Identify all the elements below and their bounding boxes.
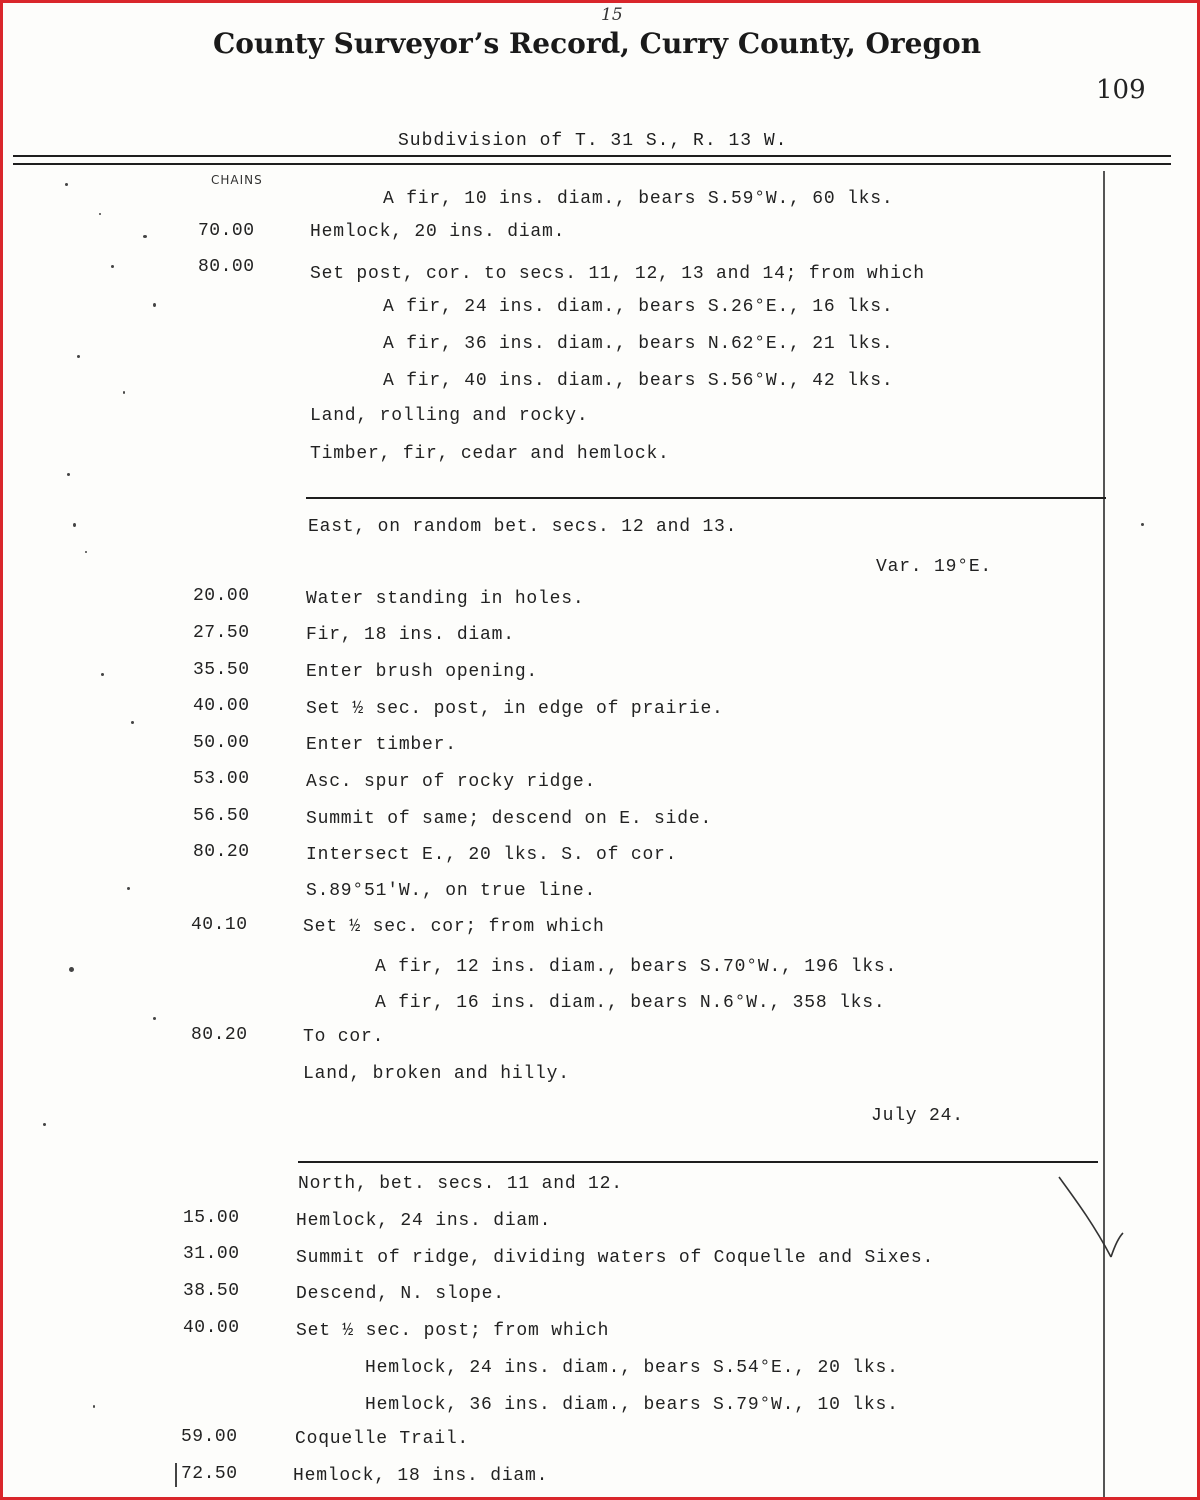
subdivision-heading: Subdivision of T. 31 S., R. 13 W. [398, 131, 788, 151]
variation-note: Var. 19°E. [876, 557, 993, 577]
page-top-mark: 15 [601, 5, 623, 25]
entry-text: Hemlock, 36 ins. diam., bears S.79°W., 10 lks. [365, 1395, 899, 1415]
scan-speck [153, 303, 156, 307]
entry-distance: 38.50 [183, 1281, 240, 1301]
scan-speck [85, 551, 87, 553]
entry-distance: 80.20 [191, 1025, 248, 1045]
entry-text: Hemlock, 24 ins. diam., bears S.54°E., 20 lks. [365, 1358, 899, 1378]
entry-text: Fir, 18 ins. diam. [306, 625, 515, 645]
entry-text: A fir, 24 ins. diam., bears S.26°E., 16 lks. [383, 297, 894, 317]
entry-text: Water standing in holes. [306, 589, 585, 609]
scan-speck [1141, 523, 1144, 526]
entry-text: Hemlock, 18 ins. diam. [293, 1466, 549, 1486]
scan-speck [93, 1405, 95, 1408]
entry-text: Land, rolling and rocky. [310, 406, 589, 426]
entry-text: Set ½ sec. post; from which [296, 1321, 610, 1341]
entry-distance: 20.00 [193, 586, 250, 606]
entry-text: Timber, fir, cedar and hemlock. [310, 444, 670, 464]
section-divider [306, 497, 1106, 499]
entry-distance: 15.00 [183, 1208, 240, 1228]
entry-text: Set ½ sec. post, in edge of prairie. [306, 699, 724, 719]
right-margin-rule [1103, 171, 1105, 1500]
entry-distance: 53.00 [193, 769, 250, 789]
left-bracket-mark [175, 1463, 177, 1487]
entry-distance: 31.00 [183, 1244, 240, 1264]
entry-text: East, on random bet. secs. 12 and 13. [308, 517, 738, 537]
header-rule-top [13, 155, 1171, 157]
entry-text: Set ½ sec. cor; from which [303, 917, 605, 937]
entry-text: Enter timber. [306, 735, 457, 755]
scan-speck [101, 673, 104, 676]
scan-speck [67, 473, 70, 476]
section-divider [298, 1161, 1098, 1163]
entry-distance: 40.00 [193, 696, 250, 716]
scan-speck [123, 391, 125, 394]
entry-distance: 70.00 [198, 221, 255, 241]
entry-text: North, bet. secs. 11 and 12. [298, 1174, 623, 1194]
entry-distance: 27.50 [193, 623, 250, 643]
scan-speck [99, 213, 101, 215]
page-number: 109 [1096, 75, 1146, 105]
entry-distance: 80.20 [193, 842, 250, 862]
scan-speck [77, 355, 80, 358]
entry-distance: 59.00 [181, 1427, 238, 1447]
entry-text: Summit of ridge, dividing waters of Coquelle and Sixes. [296, 1248, 935, 1268]
entry-text: A fir, 36 ins. diam., bears N.62°E., 21 lks. [383, 334, 894, 354]
entry-text: A fir, 12 ins. diam., bears S.70°W., 196 lks. [375, 957, 898, 977]
header-rule-bottom [13, 163, 1171, 165]
scan-speck [73, 523, 76, 527]
entry-text: Enter brush opening. [306, 662, 539, 682]
entry-text: Asc. spur of rocky ridge. [306, 772, 597, 792]
entry-distance: 35.50 [193, 660, 250, 680]
document-title: County Surveyor’s Record, Curry County, Oregon [213, 27, 982, 60]
entry-text: Coquelle Trail. [295, 1429, 470, 1449]
entry-distance: 80.00 [198, 257, 255, 277]
scan-speck [111, 265, 114, 268]
scan-speck [43, 1123, 46, 1126]
entry-text: S.89°51'W., on true line. [306, 881, 597, 901]
entry-text: Descend, N. slope. [296, 1284, 505, 1304]
check-mark-icon [1053, 1171, 1133, 1271]
chains-column-label: CHAINS [211, 173, 263, 187]
scan-speck [127, 887, 130, 890]
entry-text: A fir, 10 ins. diam., bears S.59°W., 60 lks. [383, 189, 894, 209]
scan-speck [153, 1017, 156, 1020]
entry-distance: 72.50 [181, 1464, 238, 1484]
entry-text: Hemlock, 20 ins. diam. [310, 222, 566, 242]
scan-speck [131, 721, 134, 724]
entry-text: Summit of same; descend on E. side. [306, 809, 713, 829]
scan-speck [65, 183, 68, 186]
entry-text: Hemlock, 24 ins. diam. [296, 1211, 552, 1231]
entry-text: Land, broken and hilly. [303, 1064, 570, 1084]
entry-distance: 40.00 [183, 1318, 240, 1338]
entry-text: Intersect E., 20 lks. S. of cor. [306, 845, 678, 865]
entry-distance: 40.10 [191, 915, 248, 935]
scan-speck [143, 235, 147, 238]
entry-text: To cor. [303, 1027, 385, 1047]
entry-text: A fir, 40 ins. diam., bears S.56°W., 42 lks. [383, 371, 894, 391]
entry-text: A fir, 16 ins. diam., bears N.6°W., 358 lks. [375, 993, 886, 1013]
entry-distance: 50.00 [193, 733, 250, 753]
scan-speck [69, 967, 74, 972]
entry-distance: 56.50 [193, 806, 250, 826]
entry-text: Set post, cor. to secs. 11, 12, 13 and 14; from which [310, 264, 925, 284]
date-note: July 24. [871, 1106, 964, 1126]
